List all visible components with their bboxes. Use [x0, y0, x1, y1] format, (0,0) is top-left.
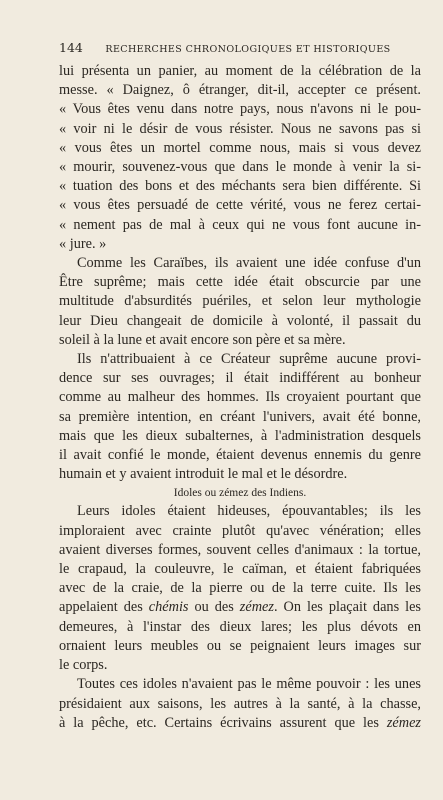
- text-line: le corps.: [59, 657, 108, 674]
- body-text: [59, 62, 421, 733]
- page-header: [59, 40, 421, 58]
- text-segment: . On les plaçait dans les: [273, 599, 421, 616]
- section-heading: Idoles ou zémez des Indiens.: [173, 487, 307, 500]
- text-line: « vous êtes persuadé de cette vérité, vous ne ferez certai-: [59, 197, 421, 214]
- page-number: 144: [59, 40, 83, 55]
- paragraph: [59, 350, 421, 484]
- text-line-with-italics: [59, 598, 421, 617]
- text-line: sa première intention, en créant l'univers, avait été bonne,: [59, 408, 421, 425]
- text-line: multitude d'absurdités puériles, et selon leur mythologie: [59, 293, 421, 310]
- paragraph: [59, 675, 421, 733]
- text-line: « Vous êtes venu dans notre pays, nous n'avons ni le pou-: [59, 101, 421, 118]
- text-line: « tuation des bons et des méchants sera bien différente. Si: [59, 178, 421, 195]
- text-line: il avait confié le monde, étaient devenus ennemis du genre: [59, 447, 421, 464]
- text-line: Ils n'attribuaient à ce Créateur suprême aucune provi-: [77, 351, 421, 368]
- text-line: avec de la craie, de la pierre ou de la terre cuite. Ils les: [59, 580, 421, 597]
- text-segment: appelaient des: [59, 599, 149, 616]
- text-line: dence sur ses ouvrages; il était indifférent au bonheur: [59, 370, 421, 387]
- text-line: messe. « Daignez, ô étranger, dit-il, accepter ce présent.: [59, 82, 421, 99]
- text-segment: ou des: [188, 599, 240, 616]
- text-line: imploraient avec crainte plutôt qu'avec vénération; elles: [59, 522, 421, 539]
- text-line: Être suprême; mais cette idée était obscurcie par une: [59, 274, 421, 291]
- text-line: « jure. »: [59, 235, 107, 252]
- text-line: lui présenta un panier, au moment de la célébration de la: [59, 63, 421, 79]
- text-line: avaient diverses formes, souvent celles d'animaux : la tortue,: [59, 541, 421, 558]
- text-line: Comme les Caraïbes, ils avaient une idée confuse d'un: [77, 255, 421, 272]
- text-line: Toutes ces idoles n'avaient pas le même pouvoir : les unes: [77, 676, 421, 693]
- text-line: soleil à la lune et avait encore son père et sa mère.: [59, 331, 346, 348]
- text-line: « mourir, souvenez-vous que dans le monde à venir la si-: [59, 159, 421, 176]
- paragraph: [59, 62, 421, 254]
- text-line: demeures, à l'instar des dieux lares; les plus dévots en: [59, 618, 421, 635]
- text-line: « nement pas de mal à ceux qui ne vous font aucune in-: [59, 216, 421, 233]
- text-line: mais que les dieux subalternes, à l'administration desquels: [59, 427, 421, 444]
- paragraph: [59, 502, 421, 675]
- text-segment: à la pêche, etc. Certains écrivains assurent que les: [59, 714, 387, 731]
- paragraph: [59, 254, 421, 350]
- text-line: le crapaud, la couleuvre, le caïman, et étaient fabriquées: [59, 561, 421, 578]
- italic-term-zemez: zémez: [386, 714, 421, 731]
- text-line: comme au malheur des hommes. Ils croyaient pourtant que: [59, 389, 421, 406]
- text-line: « voir ni le désir de vous résister. Nous ne savons pas si: [59, 120, 421, 137]
- running-head: RECHERCHES CHRONOLOGIQUES ET HISTORIQUES: [105, 44, 391, 55]
- text-line: Leurs idoles étaient hideuses, épouvantables; ils les: [77, 503, 421, 520]
- text-line: humain et y avaient introduit le mal et le désordre.: [59, 466, 348, 483]
- text-line: ornaient leurs meubles ou se peignaient leurs images sur: [59, 637, 421, 654]
- italic-term-zemez: zémez: [239, 599, 274, 616]
- text-line-with-italics: [59, 714, 421, 733]
- text-line: présidaient aux saisons, les autres à la santé, à la chasse,: [59, 695, 421, 712]
- text-line: leur Dieu changeait de domicile à volonté, il passait du: [59, 312, 421, 329]
- italic-term-chemis: chémis: [148, 599, 189, 616]
- text-line: « vous êtes un mortel comme nous, mais si vous devez: [59, 139, 421, 156]
